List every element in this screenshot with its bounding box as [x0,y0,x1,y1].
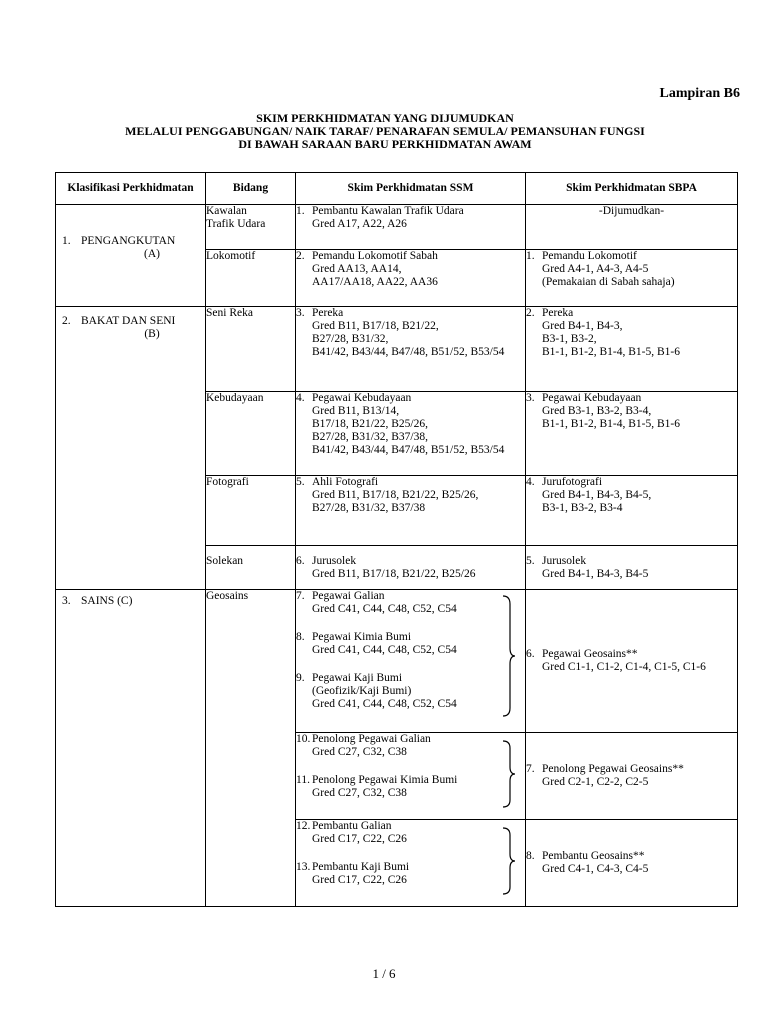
title-line: DI BAWAH SARAAN BARU PERKHIDMATAN AWAM [238,137,532,151]
ssm-scheme: 11. Penolong Pegawai Kimia Bumi Gred C27, C32, C38 [296,774,458,799]
page-number: 1 / 6 [372,966,396,981]
field-cell: Seni Reka [206,307,296,392]
ssm-scheme: 3. Pereka Gred B11, B17/18, B21/22, B27/28, B31/32, B41/42, B43/44, B47/48, B51/52, B53/54 [296,307,505,358]
table-row [56,590,738,733]
sbpa-scheme: 5. Jurusolek Gred B4-1, B4-3, B4-5 [526,555,649,580]
curly-brace-icon [501,594,517,718]
classification-pengangkutan: 1. PENGANGKUTAN (A) [62,235,176,260]
sbpa-scheme: 3. Pegawai Kebudayaan Gred B3-1, B3-2, B3-4, B1-1, B1-2, B1-4, B1-5, B1-6 [526,392,680,430]
classification-cell [56,205,206,307]
classification-sains: 3. SAINS (C) [62,595,133,607]
ssm-scheme: 6. Jurusolek Gred B11, B17/18, B21/22, B25/26 [296,555,476,580]
field-cell: Kawalan Trafik Udara [206,205,296,250]
sbpa-cell [526,590,738,733]
ssm-cell [296,590,526,733]
ssm-cell [296,476,526,546]
table-row [56,205,738,250]
ssm-scheme: 7. Pegawai Galian Gred C41, C44, C48, C52, C54 [296,590,457,615]
table-header-row [56,173,738,205]
ssm-cell [296,392,526,476]
ssm-cell [296,820,526,907]
sbpa-scheme: 2. Pereka Gred B4-1, B4-3, B3-1, B3-2, B1-1, B1-2, B1-4, B1-5, B1-6 [526,307,680,358]
sbpa-cell [526,476,738,546]
sbpa-cell [526,733,738,820]
header-ssm: Skim Perkhidmatan SSM [296,173,526,205]
header-sbpa: Skim Perkhidmatan SBPA [526,173,738,205]
ssm-cell [296,205,526,250]
classification-bakat-dan-seni: 2. BAKAT DAN SENI (B) [62,315,176,340]
sbpa-cell [526,205,738,250]
ssm-cell [296,733,526,820]
title-line: SKIM PERKHIDMATAN YANG DIJUMUDKAN [256,111,514,125]
ssm-scheme: 13. Pembantu Kaji Bumi Gred C17, C22, C26 [296,861,410,886]
field-cell: Fotografi [206,476,296,546]
field-cell: Lokomotif [206,250,296,307]
sbpa-scheme: 6. Pegawai Geosains** Gred C1-1, C1-2, C1-4, C1-5, C1-6 [526,648,706,673]
ssm-scheme: 8. Pegawai Kimia Bumi Gred C41, C44, C48, C52, C54 [296,631,457,656]
sbpa-scheme: 4. Jurufotografi Gred B4-1, B4-3, B4-5, B3-1, B3-2, B3-4 [526,476,652,514]
sbpa-cell [526,250,738,307]
ssm-cell [296,250,526,307]
ssm-scheme: 4. Pegawai Kebudayaan Gred B11, B13/14, B17/18, B21/22, B25/26, B27/28, B31/32, B37/38, B41/42, B43/44, B47/48, B51/52, B53/54 [296,392,505,456]
title-line: MELALUI PENGGABUNGAN/ NAIK TARAF/ PENARAFAN SEMULA/ PEMANSUHAN FUNGSI [125,124,645,138]
field-cell: Geosains [206,590,296,907]
table-row [56,307,738,392]
ssm-scheme: 9. Pegawai Kaji Bumi (Geofizik/Kaji Bumi) Gred C41, C44, C48, C52, C54 [296,672,457,710]
sbpa-cell [526,307,738,392]
header-field: Bidang [206,173,296,205]
ssm-scheme: 5. Ahli Fotografi Gred B11, B17/18, B21/22, B25/26, B27/28, B31/32, B37/38 [296,476,479,514]
ssm-cell [296,307,526,392]
ssm-scheme: 2. Pemandu Lokomotif Sabah Gred AA13, AA14, AA17/AA18, AA22, AA36 [296,250,438,288]
dijumudkan-text: -Dijumudkan- [598,205,665,217]
ssm-scheme: 1. Pembantu Kawalan Trafik Udara Gred A17, A22, A26 [296,205,464,230]
curly-brace-icon [501,826,517,896]
classification-cell [56,307,206,590]
field-cell: Solekan [206,546,296,590]
ssm-scheme: 12. Pembantu Galian Gred C17, C22, C26 [296,820,407,845]
sbpa-cell [526,820,738,907]
header-classification: Klasifikasi Perkhidmatan [56,173,206,205]
schemes-table [55,172,738,907]
annex-label: Lampiran B6 [659,86,740,101]
ssm-scheme: 10. Penolong Pegawai Galian Gred C27, C32, C38 [296,733,431,758]
document-title [40,112,730,151]
curly-brace-icon [501,739,517,809]
sbpa-cell [526,392,738,476]
sbpa-scheme: 7. Penolong Pegawai Geosains** Gred C2-1, C2-2, C2-5 [526,763,684,788]
ssm-cell [296,546,526,590]
sbpa-scheme: 1. Pemandu Lokomotif Gred A4-1, A4-3, A4-5 (Pemakaian di Sabah sahaja) [526,250,675,288]
field-cell: Kebudayaan [206,392,296,476]
sbpa-cell [526,546,738,590]
sbpa-scheme: 8. Pembantu Geosains** Gred C4-1, C4-3, C4-5 [526,850,649,875]
classification-cell [56,590,206,907]
